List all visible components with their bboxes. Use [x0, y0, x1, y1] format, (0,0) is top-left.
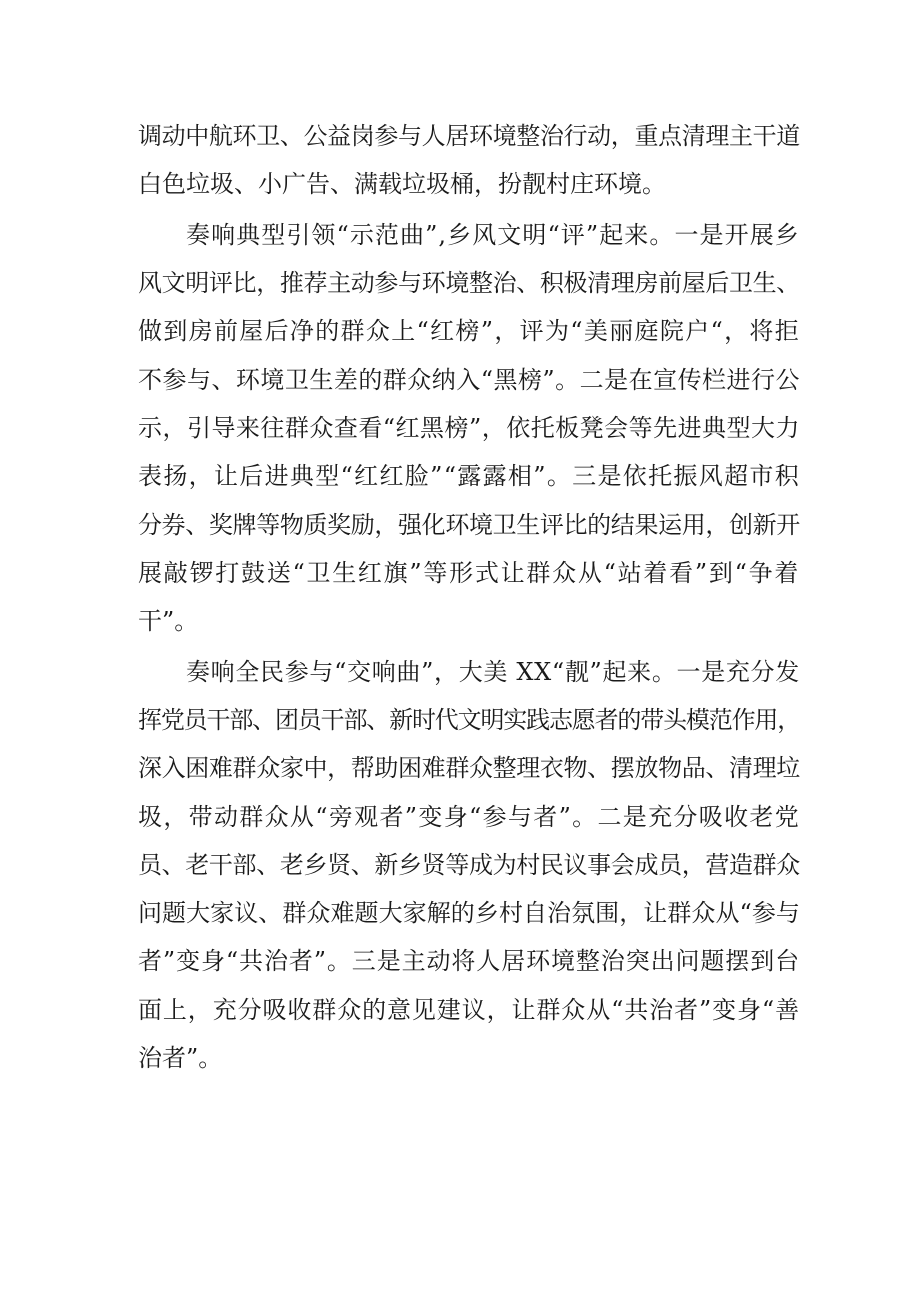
line-text: 分券、奖牌等物质奖励，强化环境卫生评比的结果运用，创新开: [138, 511, 800, 539]
paragraph-3-line-9: [0, 1038, 920, 1078]
line-text: 干”。: [138, 607, 199, 635]
paragraph-1-line-2: [0, 164, 920, 204]
paragraph-3-line-8: [0, 990, 920, 1030]
paragraph-2-line-3: [0, 311, 920, 351]
line-text: 员、老干部、老乡贤、新乡贤等成为村民议事会成员，营造群众: [138, 851, 800, 879]
paragraph-3-line-3: [0, 748, 920, 788]
line-text: 者”变身“共治者”。三是主动将人居环境整治突出问题摆到台: [138, 947, 801, 975]
line-text: 问题大家议、群众难题大家解的乡村自治氛围，让群众从“参与: [138, 899, 800, 927]
paragraph-2-line-8: [0, 553, 920, 593]
line-text: 挥党员干部、团员干部、新时代文明实践志愿者的带头模范作用，: [138, 706, 801, 734]
line-text: 风文明评比，推荐主动参与环境整治、积极清理房前屋后卫生、: [138, 269, 800, 297]
paragraph-3-line-2: [0, 700, 920, 740]
line-text: 不参与、环境卫生差的群众纳入“黑榜”。二是在宣传栏进行公: [138, 366, 800, 394]
line-text: 奏响全民参与“交响曲”，大美 XX“靓”起来。一是充分发: [186, 658, 800, 686]
paragraph-3-line-1: [0, 652, 920, 692]
paragraph-3-line-5: [0, 845, 920, 885]
line-text: 表扬，让后进典型“红红脸”“露露相”。三是依托振风超市积: [138, 462, 801, 490]
paragraph-2-line-1: [0, 215, 920, 255]
line-text: 展敲锣打鼓送“卫生红旗”等形式让群众从“站着看”到“争着: [138, 559, 801, 587]
paragraph-3-line-6: [0, 893, 920, 933]
line-text: 圾，带动群众从“旁观者”变身“参与者”。二是充分吸收老党: [138, 803, 801, 831]
paragraph-2-line-4: [0, 360, 920, 400]
paragraph-2-line-5: [0, 408, 920, 448]
paragraph-2-line-6: [0, 456, 920, 496]
line-text: 示，引导来往群众查看“红黑榜”，依托板凳会等先进典型大力: [138, 414, 800, 442]
paragraph-3-line-7: [0, 941, 920, 981]
paragraph-3-line-4: [0, 797, 920, 837]
line-text: 做到房前屋后净的群众上“红榜”，评为“美丽庭院户“，将拒: [138, 317, 801, 345]
line-text: 治者”。: [138, 1044, 223, 1072]
line-text: 调动中航环卫、公益岗参与人居环境整治行动，重点清理主干道: [138, 122, 800, 150]
line-text: 面上，充分吸收群众的意见建议，让群众从“共治者”变身“善: [138, 996, 801, 1024]
paragraph-2-line-2: [0, 263, 920, 303]
paragraph-2-line-9: [0, 601, 920, 641]
line-text: 深入困难群众家中，帮助困难群众整理衣物、摆放物品、清理垃: [138, 754, 800, 782]
paragraph-1-line-1: [0, 116, 920, 156]
paragraph-2-line-7: [0, 505, 920, 545]
line-text: 奏响典型引领“示范曲”,乡风文明“评”起来。一是开展乡: [186, 221, 800, 249]
line-text: 白色垃圾、小广告、满载垃圾桶，扮靓村庄环境。: [138, 170, 666, 198]
